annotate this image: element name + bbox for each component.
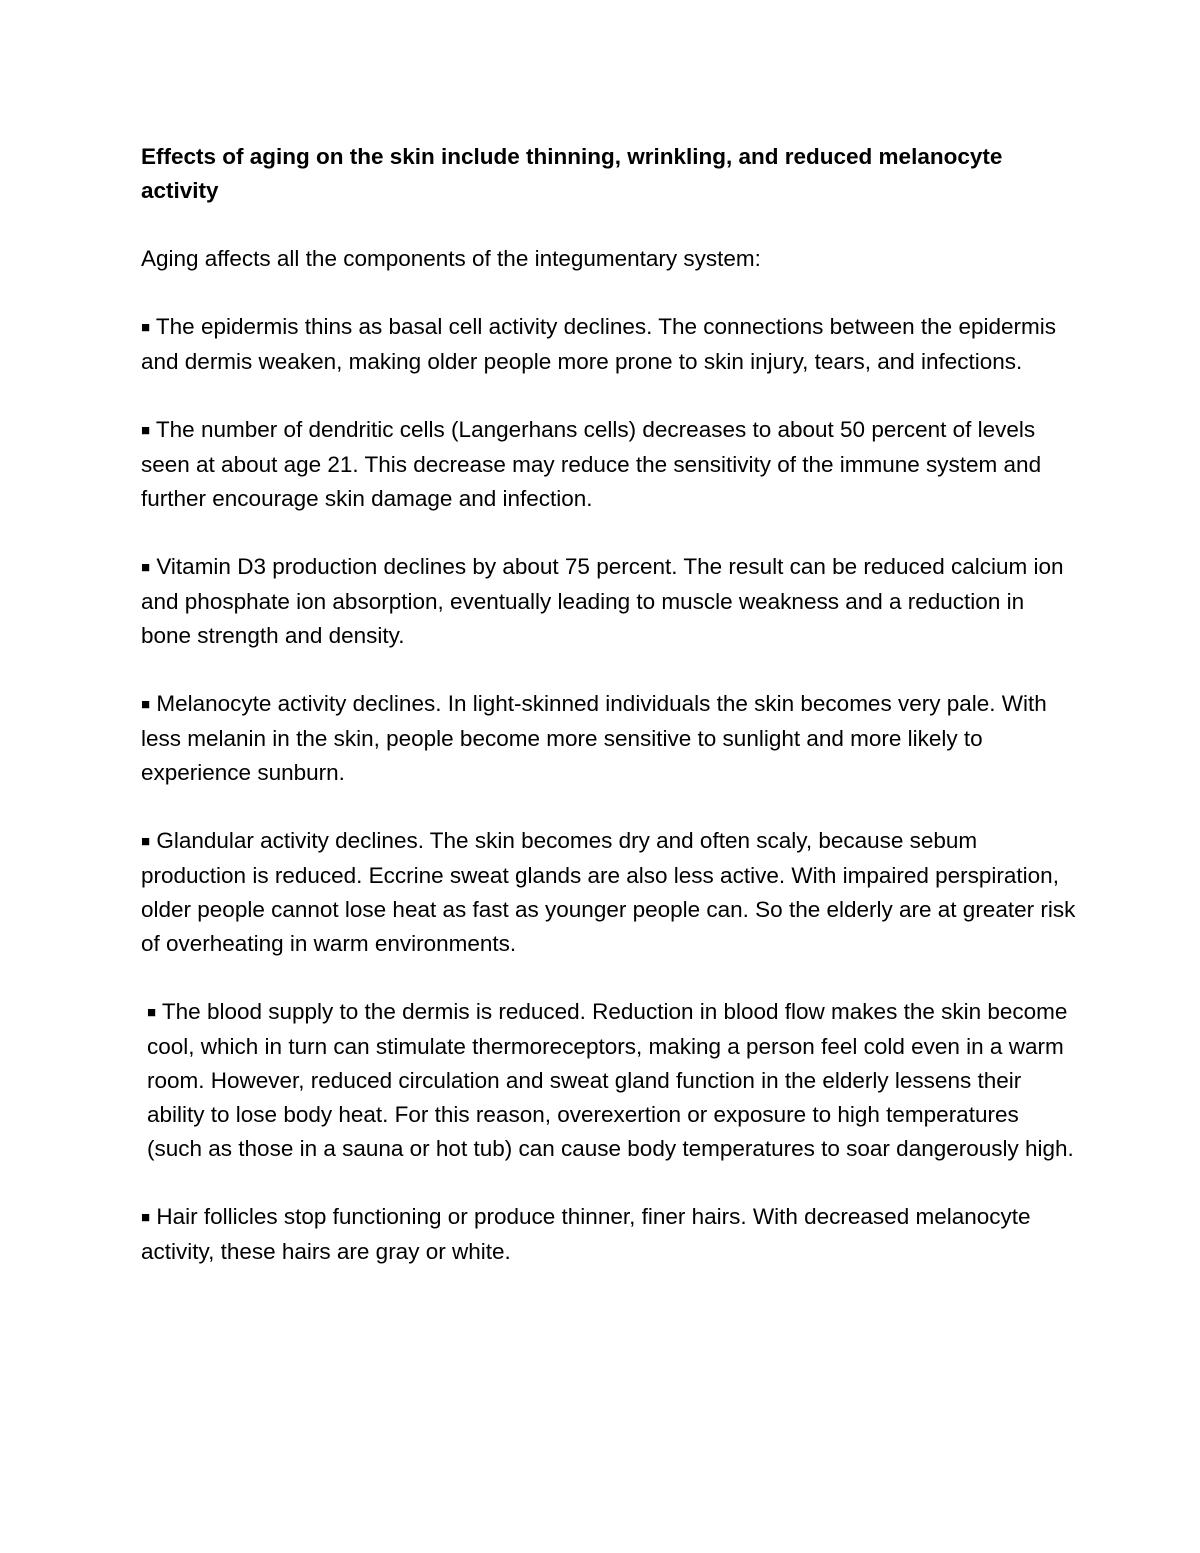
bullet-paragraph <box>141 824 1076 961</box>
bullet-text: Hair follicles stop functioning or produce thinner, finer hairs. With decreased melanocyte activity, these hairs are gray or white. <box>141 1204 1031 1264</box>
bullet-text: Glandular activity declines. The skin becomes dry and often scaly, because sebum production is reduced. Eccrine sweat glands are also less active. With impaired perspiration, older people cannot lose heat as fast as younger people can. So the elderly are at greater risk of overheating in warm environments. <box>141 828 1076 956</box>
bullet-paragraph <box>141 1200 1076 1269</box>
bullet-paragraph <box>141 310 1076 379</box>
bullet-text: Vitamin D3 production declines by about 75 percent. The result can be reduced calcium ion and phosphate ion absorption, eventually leading to muscle weakness and a reduction in bone strength and density. <box>141 554 1064 648</box>
bullet-text: Melanocyte activity declines. In light-skinned individuals the skin becomes very pale. With less melanin in the skin, people become more sensitive to sunlight and more likely to experience sunburn. <box>141 691 1047 785</box>
bullet-paragraph <box>141 413 1076 516</box>
square-bullet-icon: ■ <box>141 559 151 576</box>
bullet-text: The number of dendritic cells (Langerhans cells) decreases to about 50 percent of levels seen at about age 21. This decrease may reduce the sensitivity of the immune system and further encourage skin damage and infection. <box>141 417 1042 511</box>
intro-paragraph: Aging affects all the components of the integumentary system: <box>141 246 761 271</box>
square-bullet-icon: ■ <box>141 422 151 439</box>
bullet-paragraph <box>141 550 1076 653</box>
square-bullet-icon: ■ <box>147 1004 157 1021</box>
bullet-paragraph <box>141 995 1076 1166</box>
document-body <box>141 140 1076 1303</box>
square-bullet-icon: ■ <box>141 833 151 850</box>
bullet-text: The blood supply to the dermis is reduced. Reduction in blood flow makes the skin become cool, which in turn can stimulate thermoreceptors, making a person feel cold even in a warm room. However, reduced circulation and sweat gland function in the elderly lessens their ability to lose body heat. For this reason, overexertion or exposure to high temperatures (such as those in a sauna or hot tub) can cause body temperatures to soar dangerously high. <box>147 999 1074 1161</box>
document-title: Effects of aging on the skin include thinning, wrinkling, and reduced melanocyte activity <box>141 144 1003 203</box>
square-bullet-icon: ■ <box>141 696 151 713</box>
square-bullet-icon: ■ <box>141 319 151 336</box>
bullet-paragraph <box>141 687 1076 790</box>
square-bullet-icon: ■ <box>141 1209 151 1226</box>
bullet-text: The epidermis thins as basal cell activity declines. The connections between the epidermis and dermis weaken, making older people more prone to skin injury, tears, and infections. <box>141 314 1056 374</box>
